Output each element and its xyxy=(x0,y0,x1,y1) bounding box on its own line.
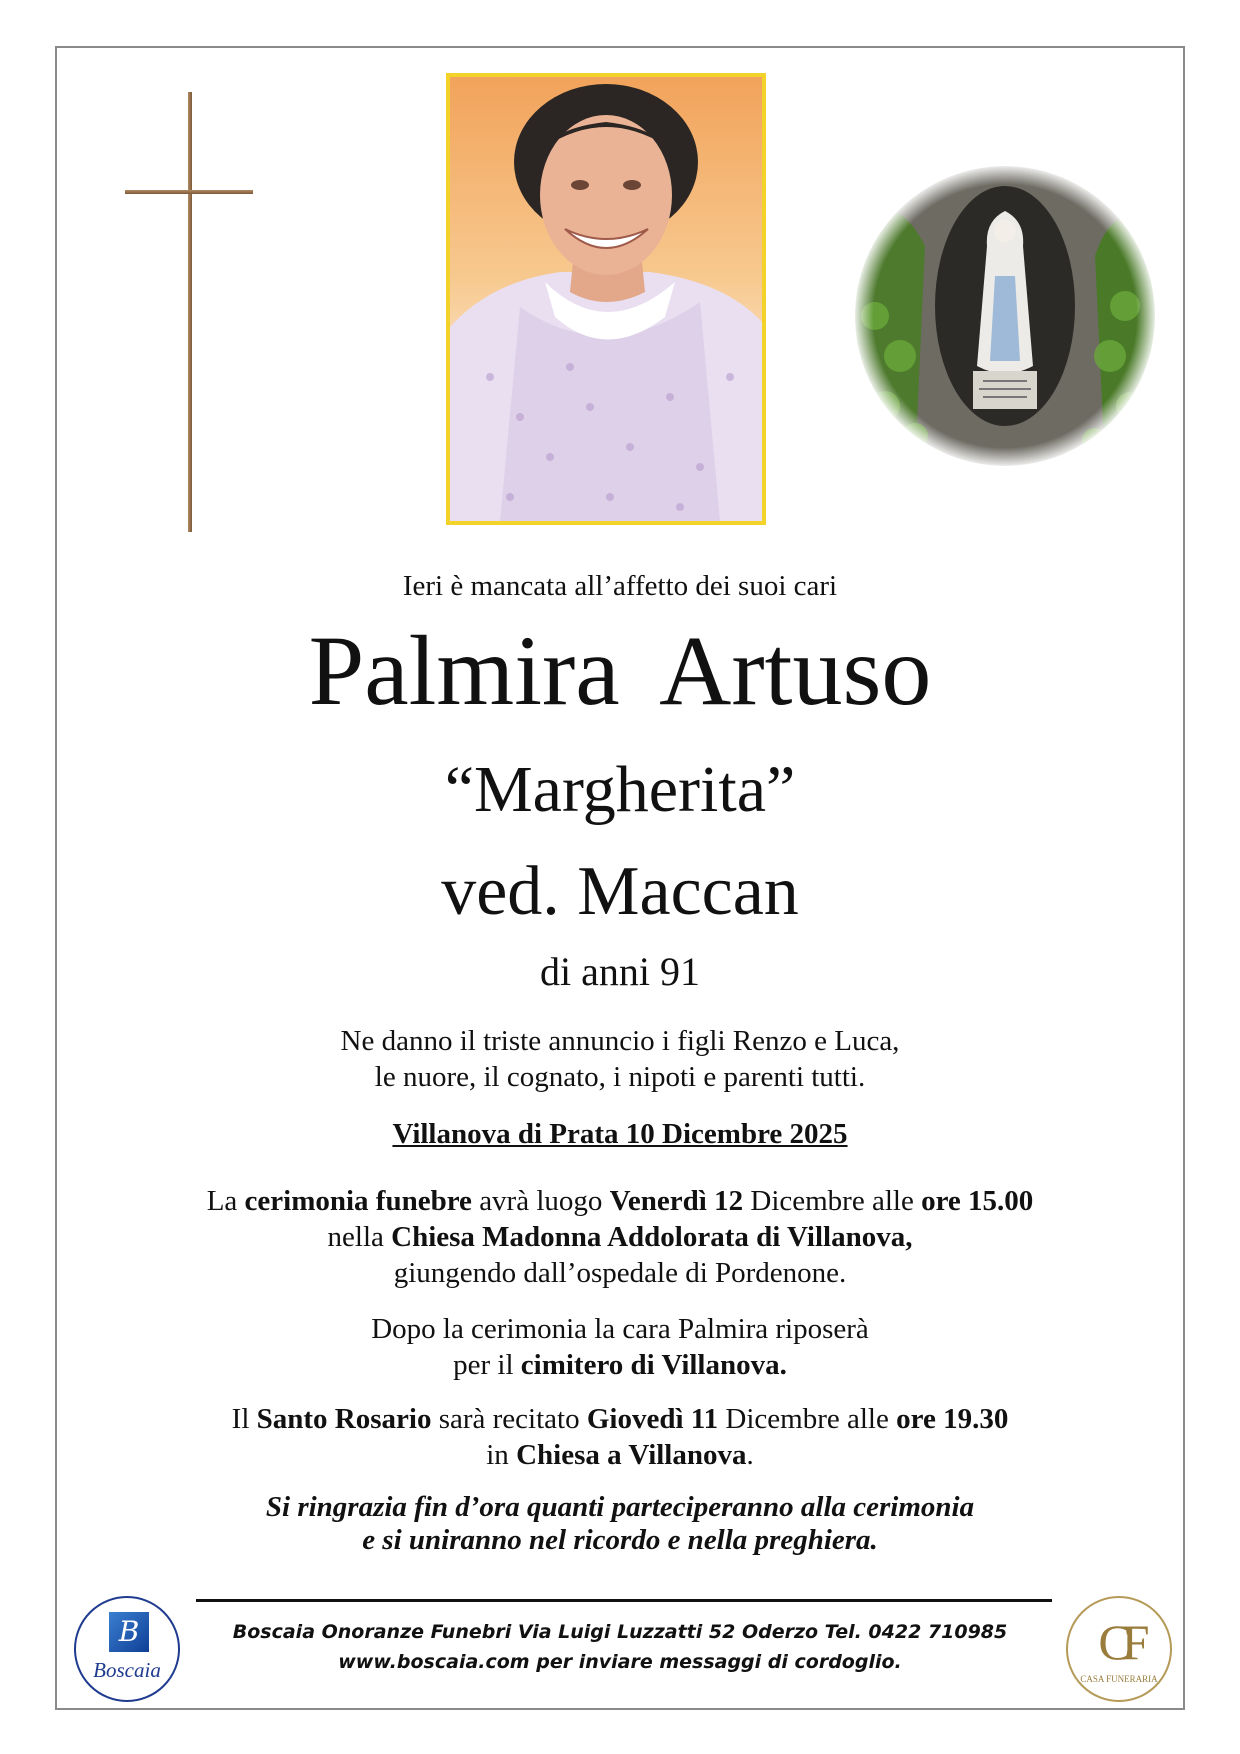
place-date: Villanova di Prata 10 Dicembre 2025 xyxy=(392,1118,848,1150)
ceremony-line-3: giungendo dall’ospedale di Pordenone. xyxy=(393,1257,847,1289)
widow-of: ved. Maccan xyxy=(441,853,799,930)
footer-website: www.boscaia.com per inviare messaggi di cordoglio. xyxy=(338,1651,902,1673)
burial-line-1: Dopo la cerimonia la cara Palmira riposerà xyxy=(371,1313,869,1345)
ceremony-line-1: La cerimonia funebre avrà luogo Venerdì 12 Dicembre alle ore 15.00 xyxy=(206,1185,1034,1217)
announcement-line-2: le nuore, il cognato, i nipoti e parenti tutti. xyxy=(374,1061,866,1093)
ceremony-line-2: nella Chiesa Madonna Addolorata di Villanova, xyxy=(327,1221,913,1253)
deceased-name: Palmira Artuso xyxy=(308,615,932,726)
casa-funeraria-logo xyxy=(1066,1596,1172,1702)
burial-line-2: per il cimitero di Villanova. xyxy=(453,1349,787,1381)
thanks-line-2: e si uniranno nel ricordo e nella preghiera. xyxy=(362,1524,878,1556)
cross-horizontal-bar xyxy=(125,190,253,194)
boscaia-logo-text: Boscaia xyxy=(93,1658,161,1682)
boscaia-logo-mark: B xyxy=(109,1612,149,1652)
intro-text: Ieri è mancata all’affetto dei suoi cari xyxy=(402,570,838,602)
footer-divider xyxy=(196,1599,1052,1602)
footer-address: Boscaia Onoranze Funebri Via Luigi Luzzatti 52 Oderzo Tel. 0422 710985 xyxy=(232,1621,1008,1643)
boscaia-logo xyxy=(74,1596,180,1702)
portrait-photo xyxy=(446,73,766,525)
age-text: di anni 91 xyxy=(540,949,700,994)
casa-funeraria-monogram: CF xyxy=(1098,1614,1140,1670)
madonna-grotto-image xyxy=(855,166,1155,466)
rosary-line-1: Il Santo Rosario sarà recitato Giovedì 11 Dicembre alle ore 19.30 xyxy=(231,1403,1009,1435)
announcement-line-1: Ne danno il triste annuncio i figli Renzo e Luca, xyxy=(340,1025,900,1057)
cross-vertical-bar xyxy=(188,92,192,532)
thanks-line-1: Si ringrazia fin d’ora quanti parteciperanno alla cerimonia xyxy=(265,1491,975,1523)
deceased-nickname: “Margherita” xyxy=(444,753,796,826)
rosary-line-2: in Chiesa a Villanova. xyxy=(486,1439,754,1471)
casa-funeraria-text: CASA FUNERARIA xyxy=(1080,1674,1158,1684)
